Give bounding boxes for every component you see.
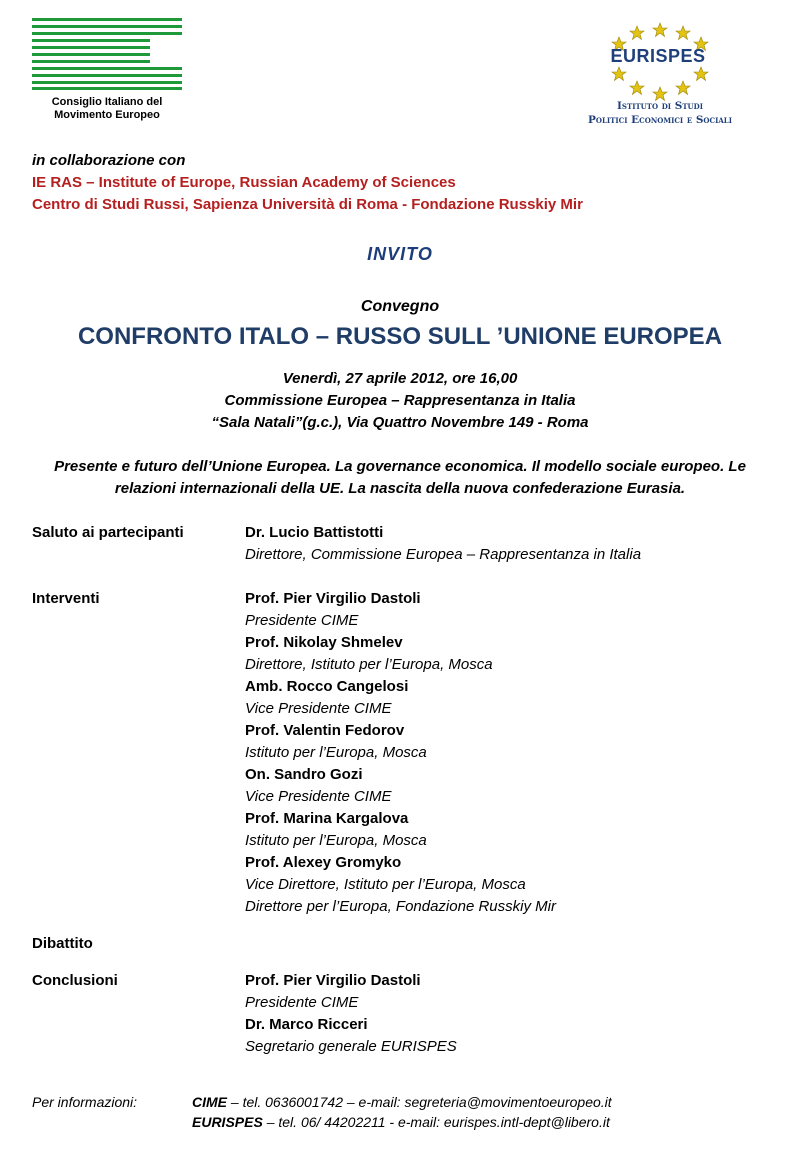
collaboration-intro: in collaborazione con — [32, 152, 186, 169]
speaker-name: Prof. Pier Virgilio Dastoli — [245, 590, 421, 607]
page-title: CONFRONTO ITALO – RUSSO SULL ’UNIONE EUROPEA — [77, 323, 723, 350]
event-address: “Sala Natali”(g.c.), Via Quattro Novembre 149 - Roma — [211, 414, 589, 431]
speaker-name: Amb. Rocco Cangelosi — [245, 678, 409, 695]
invito-heading: INVITO — [367, 244, 433, 264]
footer-eurispes-text: – tel. 06/ 44202211 - e-mail: eurispes.intl-dept@libero.it — [262, 1114, 610, 1130]
footer-cime-contact — [192, 1092, 612, 1113]
program-label-interventi: Interventi — [32, 590, 100, 607]
cime-caption-line1: Consiglio Italiano del — [51, 96, 163, 108]
footer-cime-org: CIME — [192, 1094, 227, 1110]
footer-cime-text: – tel. 0636001742 – e-mail: segreteria@movimentoeuropeo.it — [227, 1094, 612, 1110]
speaker-role: Istituto per l’Europa, Mosca — [245, 744, 427, 761]
speaker-role: Direttore, Commissione Europea – Rappresentanza in Italia — [245, 546, 642, 563]
eurispes-subtitle-line2: Politici Economici e Sociali — [587, 114, 732, 126]
program-label-conclusioni: Conclusioni — [32, 972, 118, 989]
footer-eurispes-org: EURISPES — [192, 1114, 263, 1130]
speaker-name: Dr. Marco Ricceri — [245, 1016, 368, 1033]
convegno-label: Convegno — [360, 298, 440, 315]
footer-eurispes-contact — [192, 1112, 610, 1133]
speaker-role: Direttore, Istituto per l’Europa, Mosca — [245, 656, 493, 673]
speaker-name: Prof. Nikolay Shmelev — [245, 634, 403, 651]
collaboration-line1: IE RAS – Institute of Europe, Russian Academy of Sciences — [32, 174, 456, 191]
speaker-role: Presidente CIME — [245, 994, 359, 1011]
speaker-name: Prof. Pier Virgilio Dastoli — [245, 972, 421, 989]
topics-line1: Presente e futuro dell’Unione Europea. La governance economica. Il modello sociale europeo. Le — [54, 458, 746, 475]
event-place: Commissione Europea – Rappresentanza in Italia — [224, 392, 576, 409]
footer-label: Per informazioni: — [32, 1094, 138, 1110]
speaker-role: Segretario generale EURISPES — [245, 1038, 457, 1055]
speaker-role: Vice Direttore, Istituto per l’Europa, Mosca — [245, 876, 526, 893]
speaker-name: On. Sandro Gozi — [245, 766, 363, 783]
speaker-role: Presidente CIME — [245, 612, 359, 629]
collaboration-line2: Centro di Studi Russi, Sapienza Università di Roma - Fondazione Russkiy Mir — [32, 196, 583, 213]
program-label-saluto: Saluto ai partecipanti — [32, 524, 184, 541]
speaker-role: Vice Presidente CIME — [245, 700, 392, 717]
speaker-name: Prof. Alexey Gromyko — [245, 854, 402, 871]
eurispes-name: EURISPES — [610, 46, 706, 66]
cime-logo — [32, 18, 182, 90]
topics-line2: relazioni internazionali della UE. La nascita della nuova confederazione Eurasia. — [114, 480, 686, 497]
speaker-name: Dr. Lucio Battistotti — [245, 524, 384, 541]
speaker-role: Istituto per l’Europa, Mosca — [245, 832, 427, 849]
eurispes-subtitle-line1: Istituto di Studi — [617, 100, 703, 112]
event-date: Venerdì, 27 aprile 2012, ore 16,00 — [282, 370, 518, 387]
speaker-role: Direttore per l’Europa, Fondazione Russkiy Mir — [245, 898, 556, 915]
cime-caption-line2: Movimento Europeo — [54, 109, 160, 121]
speaker-name: Prof. Marina Kargalova — [245, 810, 409, 827]
program-label-dibattito: Dibattito — [32, 935, 93, 952]
speaker-name: Prof. Valentin Fedorov — [245, 722, 405, 739]
speaker-role: Vice Presidente CIME — [245, 788, 392, 805]
